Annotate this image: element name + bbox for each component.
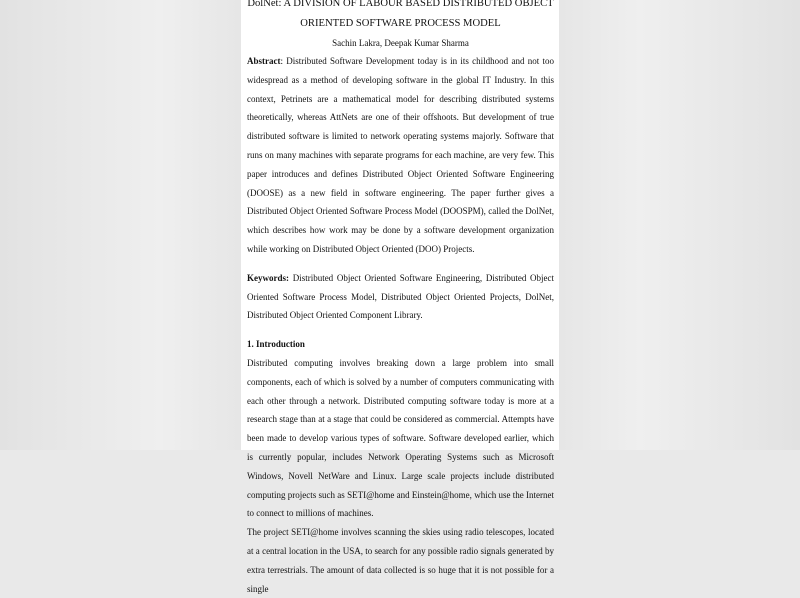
keywords-paragraph: [247, 269, 554, 325]
section-heading-introduction: 1. Introduction: [247, 339, 305, 350]
keywords-label: Keywords:: [247, 272, 289, 283]
intro-paragraph-2: The project SETI@home involves scanning the skies using radio telescopes, located at a central location in the USA, to search for any possible radio signals generated by extra terrestrials. The amount of data collected is so huge that it is not possible for a single: [247, 527, 554, 594]
paper-authors: Sachin Lakra, Deepak Kumar Sharma: [332, 38, 469, 48]
keywords-text: Distributed Object Oriented Software Engineering, Distributed Object Oriented Software Process Model, Distributed Object Oriented Projects, DolNet, Distributed Object Oriented Component Library.: [247, 272, 554, 321]
paper-title-line-1: DolNet: A DIVISION OF LABOUR BASED DISTRIBUTED OBJECT: [247, 0, 554, 9]
page-content: [247, 0, 554, 598]
abstract-label: Abstract: [247, 56, 281, 66]
paper-title-line-2: ORIENTED SOFTWARE PROCESS MODEL: [300, 18, 501, 29]
abstract-text: : Distributed Software Development today is in its childhood and not too widespread as a method of developing software in the global IT Industry. In this context, Petrinets are a mathematical model for describing distributed systems theoretically, whereas AttNets are one of their offshoots. But development of true distributed software is limited to network operating systems majorly. Software that runs on many machines with separate programs for each machine, are very few. This paper introduces and defines Distributed Object Oriented Software Engineering (DOOSE) as a new field in software engineering. The paper further gives a Distributed Object Oriented Software Process Model (DOOSPM), called the DolNet, which describes how work may be done by a software development organization while working on Distributed Object Oriented (DOO) Projects.: [247, 56, 554, 254]
abstract-paragraph: [247, 52, 554, 259]
intro-paragraph-1: Distributed computing involves breaking down a large problem into small components, each of which is solved by a number of computers communicating with each other through a network. Distributed computing software today is more at a research stage than at a stage that could be considered as commercial. Attempts have been made to develop various types of software. Software developed earlier, which is currently popular, includes Network Operating Systems such as Microsoft Windows, Novell NetWare and Linux. Large scale projects include distributed computing projects such as SETI@home and Einstein@home, which use the Internet to connect to millions of machines.: [247, 357, 554, 519]
document-page: [241, 0, 559, 594]
